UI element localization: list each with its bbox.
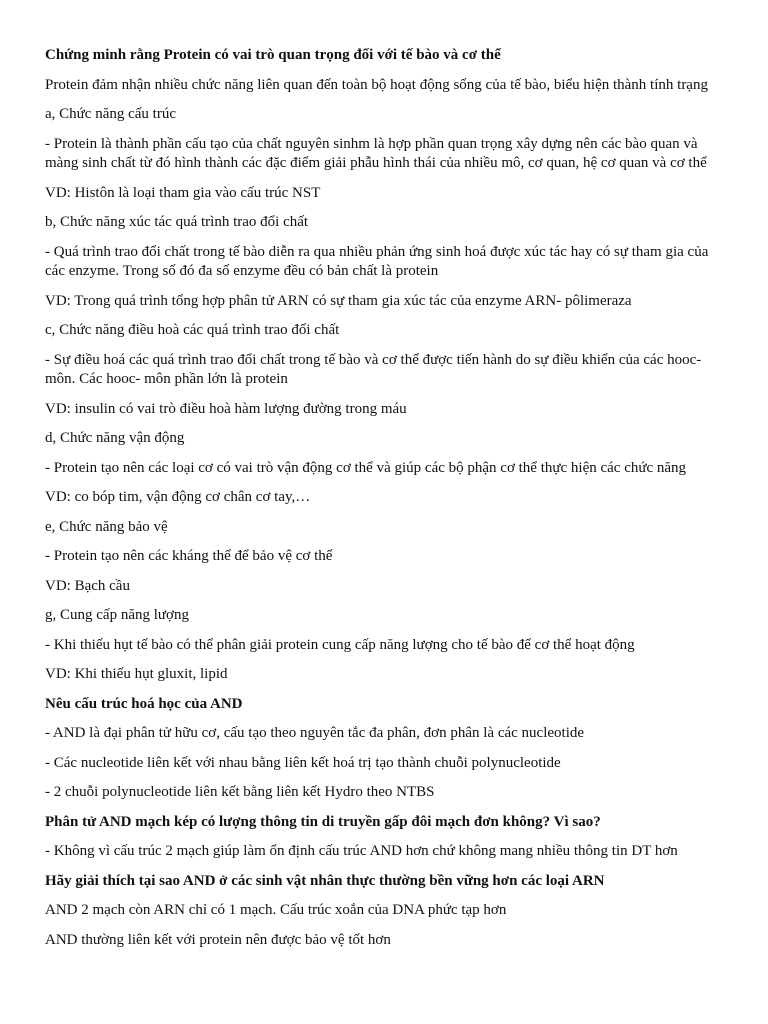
paragraph: - AND là đại phân tử hữu cơ, cấu tạo theo nguyên tắc đa phân, đơn phân là các nucleotide (45, 725, 585, 741)
paragraph: VD: co bóp tim, vận động cơ chân cơ tay,… (45, 489, 311, 505)
paragraph: - 2 chuỗi polynucleotide liên kết bằng liên kết Hydro theo NTBS (45, 784, 435, 800)
section-heading: Phân tử AND mạch kép có lượng thông tin di truyền gấp đôi mạch đơn không? Vì sao? (45, 813, 601, 830)
paragraph: - Sự điều hoá các quá trình trao đổi chất trong tế bào và cơ thể được tiến hành do sự điều khiển của các hooc-môn. Các hooc- môn phần lớn là protein (45, 351, 702, 387)
paragraph: VD: Trong quá trình tổng hợp phân tử ARN có sự tham gia xúc tác của enzyme ARN- pôlimeraza (45, 292, 632, 309)
paragraph: - Khi thiếu hụt tế bào có thể phân giải protein cung cấp năng lượng cho tế bào để cơ thể hoạt động (45, 636, 635, 653)
paragraph: - Không vì cấu trúc 2 mạch giúp làm ổn định cấu trúc AND hơn chứ không mang nhiều thông tin DT hơn (45, 843, 678, 859)
paragraph: Protein đảm nhận nhiều chức năng liên quan đến toàn bộ hoạt động sống của tế bào, biểu hiện thành tính trạng (45, 76, 708, 93)
section-heading: Hãy giải thích tại sao AND ở các sinh vật nhân thực thường bền vững hơn các loại ARN (45, 872, 605, 889)
paragraph: - Quá trình trao đổi chất trong tế bào diễn ra qua nhiều phản ứng sinh hoá được xúc tác hay có sự tham gia của các enzyme. Trong số đó đa số enzyme đều có bản chất là protein (45, 243, 709, 279)
paragraph: d, Chức năng vận động (45, 430, 185, 446)
paragraph: c, Chức năng điều hoà các quá trình trao đổi chất (45, 322, 340, 338)
paragraph: g, Cung cấp năng lượng (45, 607, 189, 623)
paragraph: e, Chức năng bảo vệ (45, 518, 168, 535)
paragraph: - Các nucleotide liên kết với nhau bằng liên kết hoá trị tạo thành chuỗi polynucleotide (45, 754, 561, 771)
paragraph: - Protein tạo nên các loại cơ có vai trò vận động cơ thể và giúp các bộ phận cơ thể thực hiện các chức năng (45, 459, 687, 476)
paragraph: - Protein là thành phần cấu tạo của chất nguyên sinhm là hợp phần quan trọng xây dựng nên các bào quan và màng sinh chất từ đó hình thành các đặc điểm giải phẫu hình thái của nhiều mô, cơ quan, hệ cơ quan và cơ thể (45, 135, 707, 171)
paragraph: a, Chức năng cấu trúc (45, 106, 176, 122)
paragraph: VD: Khi thiếu hụt gluxit, lipid (45, 666, 228, 682)
paragraph: b, Chức năng xúc tác quá trình trao đổi chất (45, 214, 309, 230)
paragraph: VD: Bạch cầu (45, 577, 130, 594)
section-heading: Chứng minh rằng Protein có vai trò quan trọng đối với tế bào và cơ thể (45, 47, 501, 63)
paragraph: AND thường liên kết với protein nên được bảo vệ tốt hơn (45, 931, 391, 948)
paragraph: VD: Histôn là loại tham gia vào cấu trúc NST (45, 184, 321, 201)
section-heading: Nêu cấu trúc hoá học của AND (45, 695, 243, 712)
paragraph: - Protein tạo nên các kháng thể để bảo vệ cơ thể (45, 548, 333, 564)
paragraph: AND 2 mạch còn ARN chỉ có 1 mạch. Cấu trúc xoắn của DNA phức tạp hơn (45, 902, 507, 918)
paragraph: VD: insulin có vai trò điều hoà hàm lượng đường trong máu (45, 400, 407, 417)
document-page (45, 46, 725, 960)
